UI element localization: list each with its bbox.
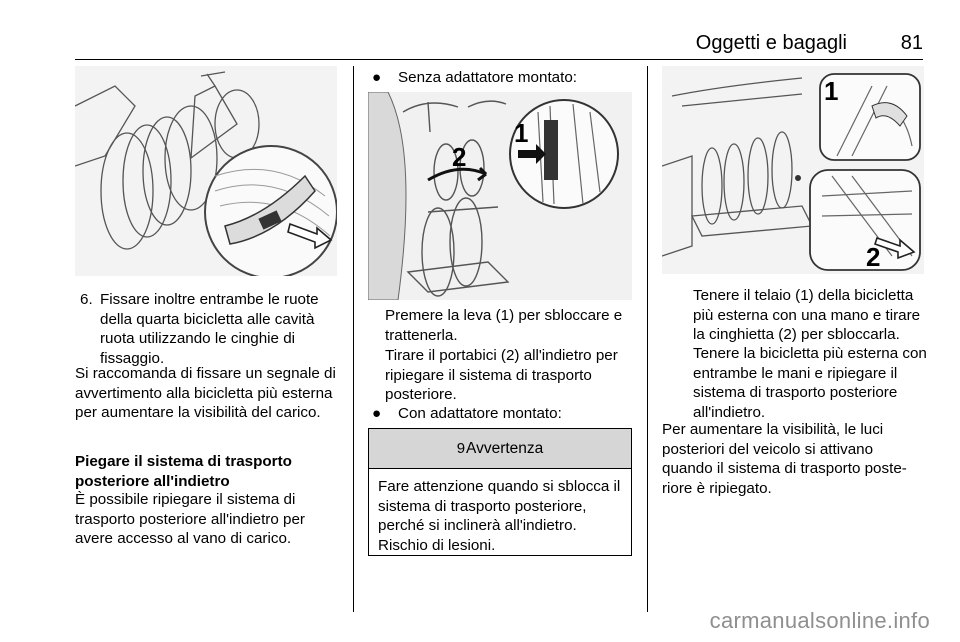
column-divider-left	[353, 66, 354, 612]
instruction-press-lever: Premere la leva (1) per sbloccare e trattenerla.	[385, 307, 623, 344]
warning-body: Fare attenzione quando si sblocca il sistema di trasporto posteriore, perché si inclinerà all'indietro. Rischio di lesioni.	[378, 478, 621, 554]
bullet-dot: ●	[372, 405, 382, 422]
figure-callout-1: 1	[824, 76, 839, 106]
paragraph-fold-access: È possibile ripiegare il sistema di trasporto posteriore all'indietro per avere accesso al vano di carico.	[75, 491, 305, 547]
lever-release-drawing	[368, 92, 632, 300]
strap-release-illustration	[662, 66, 924, 274]
warning-header	[369, 429, 631, 469]
step-text: Fissare inoltre entrambe le ruote della quarta bicicletta alle cavità ruota utilizzando le cinghie di fissaggio.	[100, 291, 319, 367]
lever-release-illustration	[368, 92, 632, 300]
paragraph-tail-lights: Per aumentare la visibilità, le luci posteriori del veicolo si attivano quando il sistema di trasporto poste- riore è ripiegato.	[662, 421, 907, 497]
header-rule	[75, 59, 923, 60]
paragraph-warning-sign: Si raccomanda di fissare un segnale di avvertimento alla bicicletta più esterna per aumentare la visibilità del carico.	[75, 365, 336, 421]
section-title: Oggetti e bagagli	[695, 32, 847, 54]
subheading-fold-carrier: Piegare il sistema di trasporto posteriore all'indietro	[75, 453, 292, 490]
instruction-fold-back: Tenere la bicicletta più esterna con entrambe le mani e ripiegare il sistema di trasporto posteriore all'indietro.	[693, 345, 927, 421]
figure-callout-2: 2	[452, 142, 467, 172]
instruction-pull-carrier: Tirare il portabici (2) all'indietro per ripiegare il sistema di trasporto posteriore.	[385, 347, 618, 403]
bullet-no-adapter: Senza adattatore montato:	[398, 69, 577, 86]
bullet-dot: ●	[372, 69, 382, 86]
figure-callout-1: 1	[514, 118, 529, 148]
instruction-hold-frame: Tenere il telaio (1) della bicicletta più esterna con una mano e tirare la cinghietta (2) per sbloccarla.	[693, 287, 921, 343]
strap-release-drawing	[662, 66, 924, 274]
figure-callout-2: 2	[866, 242, 881, 272]
watermark-text: carmanualsonline.info	[709, 608, 930, 633]
page-header	[75, 30, 923, 60]
warning-title: Avvertenza	[466, 440, 544, 457]
bullet-with-adapter: Con adattatore montato:	[398, 405, 562, 422]
page-number: 81	[900, 32, 923, 54]
warning-symbol: 9	[456, 440, 466, 457]
warning-box	[368, 428, 632, 556]
step-number: 6.	[80, 291, 93, 308]
bike-strap-drawing	[75, 66, 337, 276]
bike-strap-illustration	[75, 66, 337, 276]
column-divider-right	[647, 66, 648, 612]
